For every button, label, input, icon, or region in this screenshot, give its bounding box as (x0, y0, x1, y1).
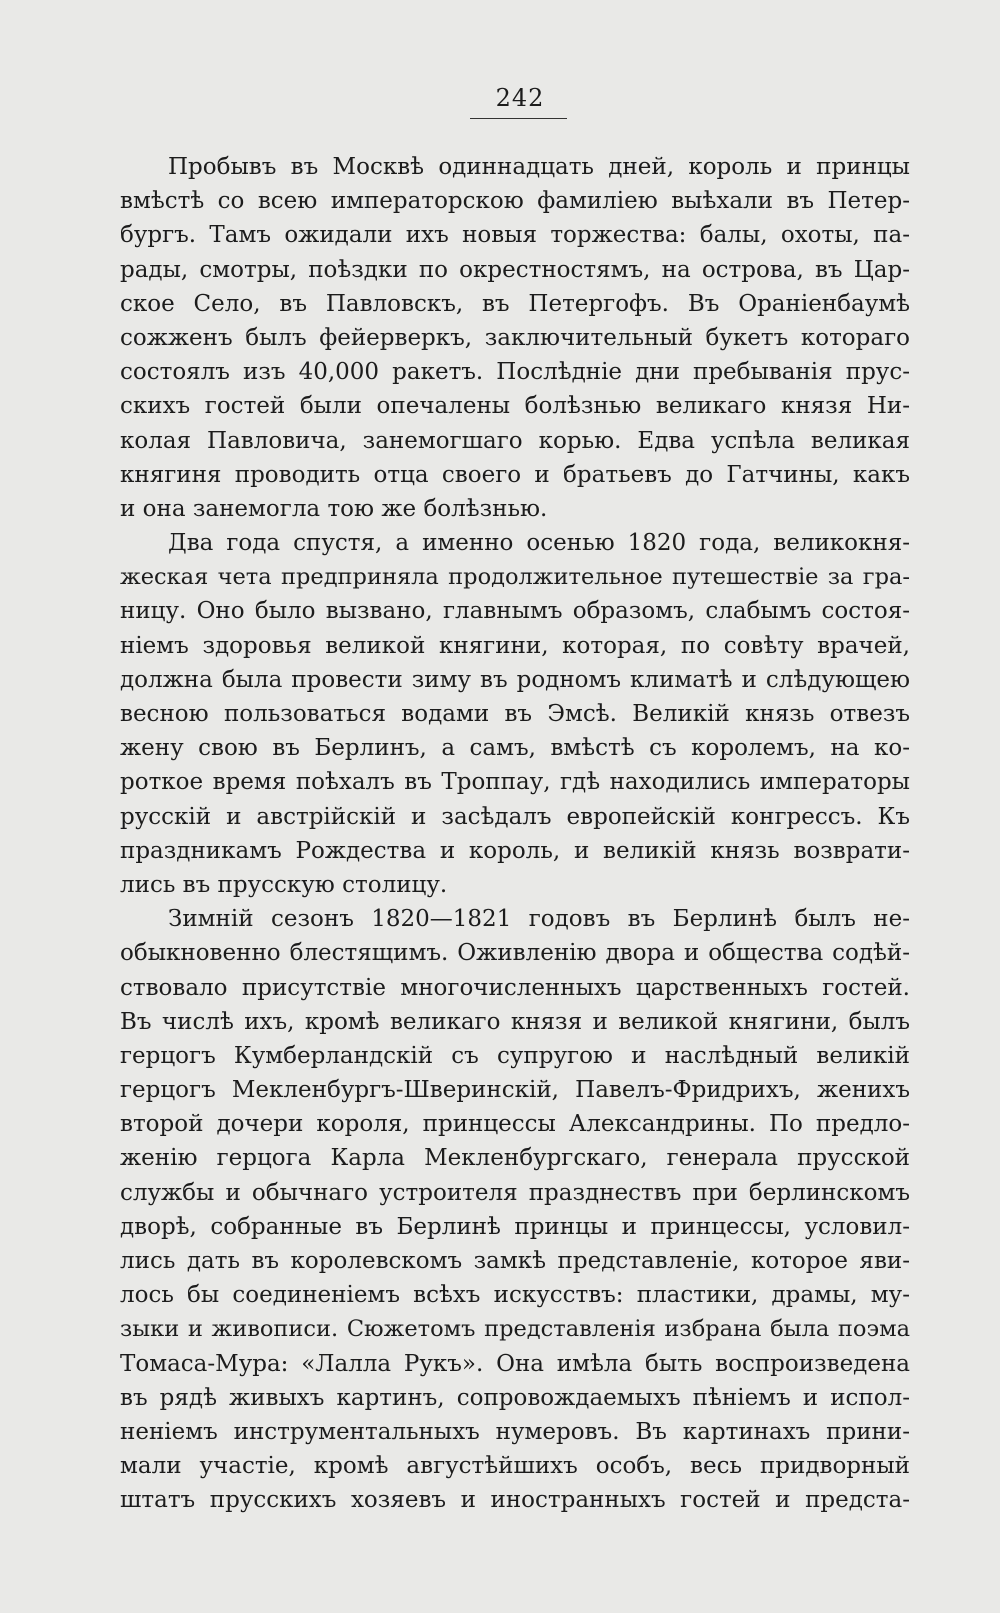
text-line: лось бы соединеніемъ всѣхъ искусствъ: пластики, драмы, му- (120, 1282, 910, 1309)
text-line: жену свою въ Берлинъ, а самъ, вмѣстѣ съ королемъ, на ко- (120, 735, 910, 762)
paragraph (120, 150, 910, 526)
body-text (120, 150, 910, 1518)
text-line: женію герцога Карла Мекленбургскаго, генерала прусской (120, 1145, 910, 1172)
text-line: лись дать въ королевскомъ замкѣ представленіе, которое яви- (120, 1248, 910, 1274)
text-line: ское Село, въ Павловскъ, въ Петергофъ. Въ Ораніенбаумѣ (120, 290, 910, 317)
text-line: русскій и австрійскій и засѣдалъ европейскій конгрессъ. Къ (120, 803, 910, 830)
text-line: мали участіе, кромѣ августѣйшихъ особъ, весь придворный (120, 1453, 910, 1480)
page-number-rule (470, 118, 567, 119)
text-line: состоялъ изъ 40,000 ракетъ. Послѣдніе дни пребыванія прус- (120, 359, 910, 386)
text-line: штатъ прусскихъ хозяевъ и иностранныхъ гостей и предста- (120, 1487, 910, 1514)
text-line: ствовало присутствіе многочисленныхъ царственныхъ гостей. (120, 974, 910, 1001)
text-line: вмѣстѣ со всею императорскою фамиліею выѣхали въ Петер- (120, 188, 910, 215)
text-line: службы и обычнаго устроителя празднествъ при берлинскомъ (120, 1179, 910, 1206)
text-line: зыки и живописи. Сюжетомъ представленія избрана была поэма (120, 1316, 910, 1343)
page-number: 242 (495, 84, 545, 112)
text-line: лись въ прусскую столицу. (120, 871, 448, 898)
text-line: роткое время поѣхалъ въ Троппау, гдѣ находились императоры (120, 769, 910, 796)
text-line: должна была провести зиму въ родномъ климатѣ и слѣдующею (120, 666, 910, 693)
text-line: герцогъ Мекленбургъ-Шверинскій, Павелъ-Фридрихъ, женихъ (120, 1077, 910, 1104)
text-line: герцогъ Кумберландскій съ супругою и наслѣдный великій (120, 1042, 910, 1069)
text-line: Зимній сезонъ 1820—1821 годовъ въ Берлинѣ былъ не- (168, 906, 910, 933)
text-line: жеская чета предприняла продолжительное путешествіе за гра- (120, 564, 910, 591)
text-line: ницу. Оно было вызвано, главнымъ образомъ, слабымъ состоя- (120, 598, 910, 625)
text-line: бургъ. Тамъ ожидали ихъ новыя торжества: балы, охоты, па- (120, 222, 910, 249)
text-line: Пробывъ въ Москвѣ одиннадцать дней, король и принцы (168, 154, 910, 180)
text-line: дворѣ, собранные въ Берлинѣ принцы и принцессы, условил- (120, 1213, 910, 1240)
text-line: Въ числѣ ихъ, кромѣ великаго князя и великой княгини, былъ (120, 1008, 910, 1035)
text-line: второй дочери короля, принцессы Александрины. По предло- (120, 1111, 910, 1138)
text-line: княгиня проводить отца своего и братьевъ до Гатчины, какъ (120, 461, 910, 488)
text-line: колая Павловича, занемогшаго корью. Едва успѣла великая (120, 427, 910, 454)
text-line: неніемъ инструментальныхъ нумеровъ. Въ картинахъ прини- (120, 1418, 910, 1445)
paragraph (120, 526, 910, 902)
text-line: весною пользоваться водами въ Эмсѣ. Великій князь отвезъ (120, 701, 910, 727)
text-line: праздникамъ Рождества и король, и великій князь возврати- (120, 837, 910, 864)
text-line: Томаса-Мура: «Лалла Рукъ». Она имѣла быть воспроизведена (120, 1350, 910, 1377)
text-line: ніемъ здоровья великой княгини, которая, по совѣту врачей, (120, 632, 910, 659)
text-line: и она занемогла тою же болѣзнью. (120, 495, 548, 522)
paragraph (120, 902, 910, 1517)
text-line: сожженъ былъ фейерверкъ, заключительный букетъ котораго (120, 324, 910, 351)
text-line: рады, смотры, поѣздки по окрестностямъ, на острова, въ Цар- (120, 256, 910, 283)
text-line: въ рядѣ живыхъ картинъ, сопровождаемыхъ пѣніемъ и испол- (120, 1384, 910, 1411)
text-line: обыкновенно блестящимъ. Оживленію двора и общества содѣй- (120, 940, 910, 967)
text-line: скихъ гостей были опечалены болѣзнью великаго князя Ни- (120, 393, 910, 420)
text-line: Два года спустя, а именно осенью 1820 года, великокня- (168, 530, 910, 557)
